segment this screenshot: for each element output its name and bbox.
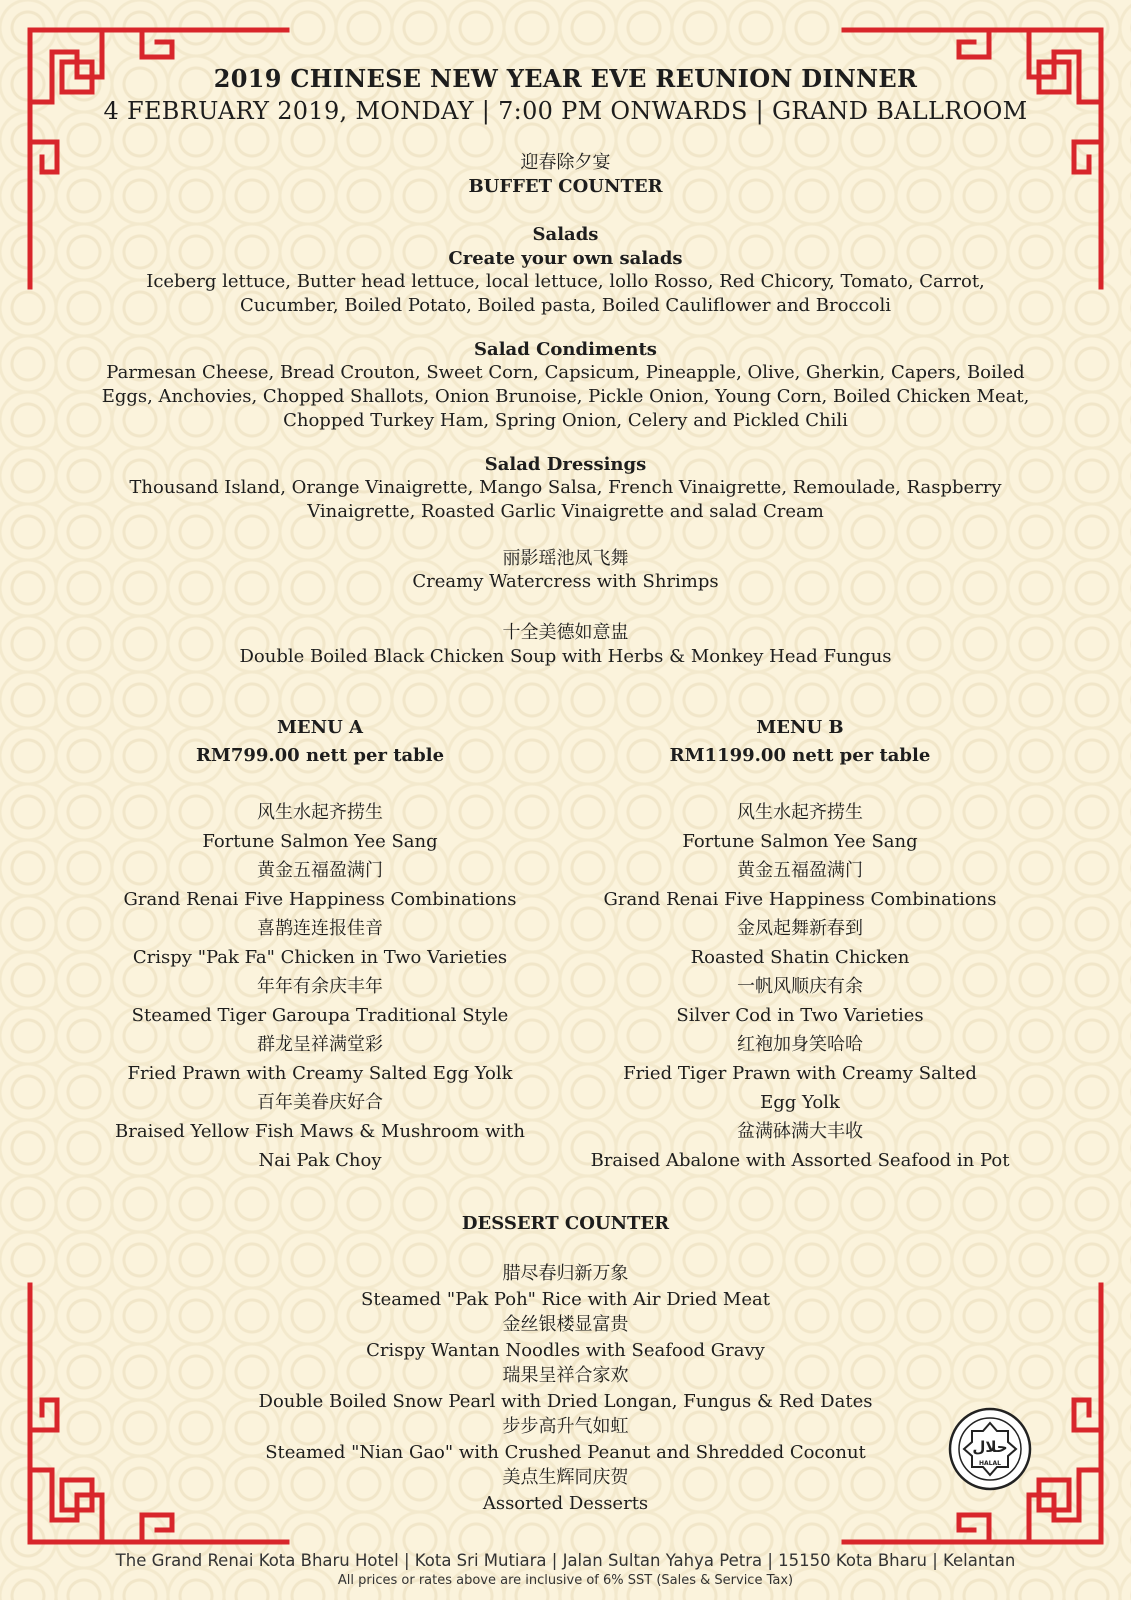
menu-item: Crispy "Pak Fa" Chicken in Two Varieties [132,947,508,968]
menu-item: Fried Tiger Prawn with Creamy Salted [623,1063,977,1084]
dressings-line: Thousand Island, Orange Vinaigrette, Mango Salsa, French Vinaigrette, Remoulade, Raspberry [129,477,1002,498]
menu-item: 百年美眷庆好合 [257,1092,383,1113]
footer-note: All prices or rates above are inclusive of 6% SST (Sales & Service Tax) [337,1573,794,1588]
menu-item: Nai Pak Choy [258,1150,382,1171]
menu-b-column [580,714,1020,1175]
menu-item: Fortune Salmon Yee Sang [682,831,918,852]
menu-item: Grand Renai Five Happiness Combinations [603,889,997,910]
menu-item: 一帆风顺庆有余 [737,976,863,997]
menu-item: 盆满砵满大丰收 [737,1121,863,1142]
menu-item: 群龙呈祥满堂彩 [257,1034,383,1055]
condiments-line: Chopped Turkey Ham, Spring Onion, Celery and Pickled Chili [283,410,848,431]
halal-arabic-text: حلال [972,1438,1008,1456]
dessert-item: 瑞果呈祥合家欢 [502,1365,629,1386]
menu-b-title: MENU B [756,717,844,738]
menu-b-price: RM1199.00 nett per table [669,745,931,766]
buffet-zh-title: 迎春除夕宴 [520,152,611,173]
menu-item: 年年有余庆丰年 [257,976,383,997]
dessert-item: 步步高升气如虹 [502,1416,629,1437]
halal-logo [948,1407,1032,1491]
menu-item: Steamed Tiger Garoupa Traditional Style [131,1005,509,1026]
menu-item: 黄金五福盈满门 [737,860,863,881]
menu-item: Egg Yolk [760,1092,840,1113]
dessert-item: 美点生辉同庆贺 [502,1467,629,1488]
dressings-list [0,476,1131,524]
menu-a-column [100,714,540,1175]
dessert-item: Steamed "Nian Gao" with Crushed Peanut and Shredded Coconut [265,1441,866,1463]
menu-item: 金凤起舞新春到 [737,918,863,939]
dessert-item: 腊尽春归新万象 [502,1263,629,1284]
event-details: 4 FEBRUARY 2019, MONDAY | 7:00 PM ONWARDS | GRAND BALLROOM [103,97,1028,125]
halal-ring-text: HALAL [979,1460,1001,1467]
salads-title: Salads [532,224,599,245]
condiments-line: Eggs, Anchovies, Chopped Shallots, Onion Brunoise, Pickle Onion, Young Corn, Boiled Chicken Meat, [101,386,1030,407]
dessert-item: Steamed "Pak Poh" Rice with Air Dried Meat [361,1288,770,1310]
dessert-item: 金丝银楼显富贵 [502,1314,629,1335]
menu-item: 喜鹊连连报佳音 [257,918,383,939]
salads-subtitle: Create your own salads [448,248,683,269]
condiments-line: Parmesan Cheese, Bread Crouton, Sweet Corn, Capsicum, Pineapple, Olive, Gherkin, Capers, Boiled [106,362,1025,383]
menu-item: Roasted Shatin Chicken [690,947,910,968]
menu-item: Fortune Salmon Yee Sang [202,831,438,852]
salads-line: Iceberg lettuce, Butter head lettuce, local lettuce, lollo Rosso, Red Chicory, Tomato, Carrot, [146,271,985,292]
dressings-title: Salad Dressings [484,454,647,475]
menu-a-price: RM799.00 nett per table [195,745,445,766]
dressings-line: Vinaigrette, Roasted Garlic Vinaigrette and salad Cream [307,501,824,522]
soup1-zh: 丽影瑶池凤飞舞 [502,548,629,569]
menu-item: Fried Prawn with Creamy Salted Egg Yolk [127,1063,513,1084]
soup2-zh: 十全美德如意盅 [502,622,629,643]
menu-item: Braised Yellow Fish Maws & Mushroom with [115,1121,525,1142]
menu-item: 红袍加身笑哈哈 [737,1034,863,1055]
salads-line: Cucumber, Boiled Potato, Boiled pasta, Boiled Cauliflower and Broccoli [240,295,891,316]
soup1-en: Creamy Watercress with Shrimps [412,571,719,592]
dessert-item: Assorted Desserts [482,1492,649,1514]
menu-a-title: MENU A [276,717,364,738]
footer-address: The Grand Renai Kota Bharu Hotel | Kota Sri Mutiara | Jalan Sultan Yahya Petra | 15150 Kota Bharu | Kelantan [115,1551,1016,1570]
menu-item: Braised Abalone with Assorted Seafood in Pot [590,1150,1010,1171]
menu-item: 风生水起齐捞生 [257,802,383,823]
condiments-list [0,361,1131,433]
dessert-item: Double Boiled Snow Pearl with Dried Longan, Fungus & Red Dates [258,1390,873,1412]
buffet-title: BUFFET COUNTER [468,176,663,197]
condiments-title: Salad Condiments [474,339,657,360]
menu-item: Silver Cod in Two Varieties [676,1005,924,1026]
dessert-title: DESSERT COUNTER [461,1213,670,1234]
soup2-en: Double Boiled Black Chicken Soup with Herbs & Monkey Head Fungus [239,646,892,667]
dessert-item: Crispy Wantan Noodles with Seafood Gravy [366,1339,765,1361]
salads-list [0,270,1131,318]
menu-item: Grand Renai Five Happiness Combinations [123,889,517,910]
menu-item: 黄金五福盈满门 [257,860,383,881]
menu-item: 风生水起齐捞生 [737,802,863,823]
page-title: 2019 CHINESE NEW YEAR EVE REUNION DINNER [213,64,918,93]
